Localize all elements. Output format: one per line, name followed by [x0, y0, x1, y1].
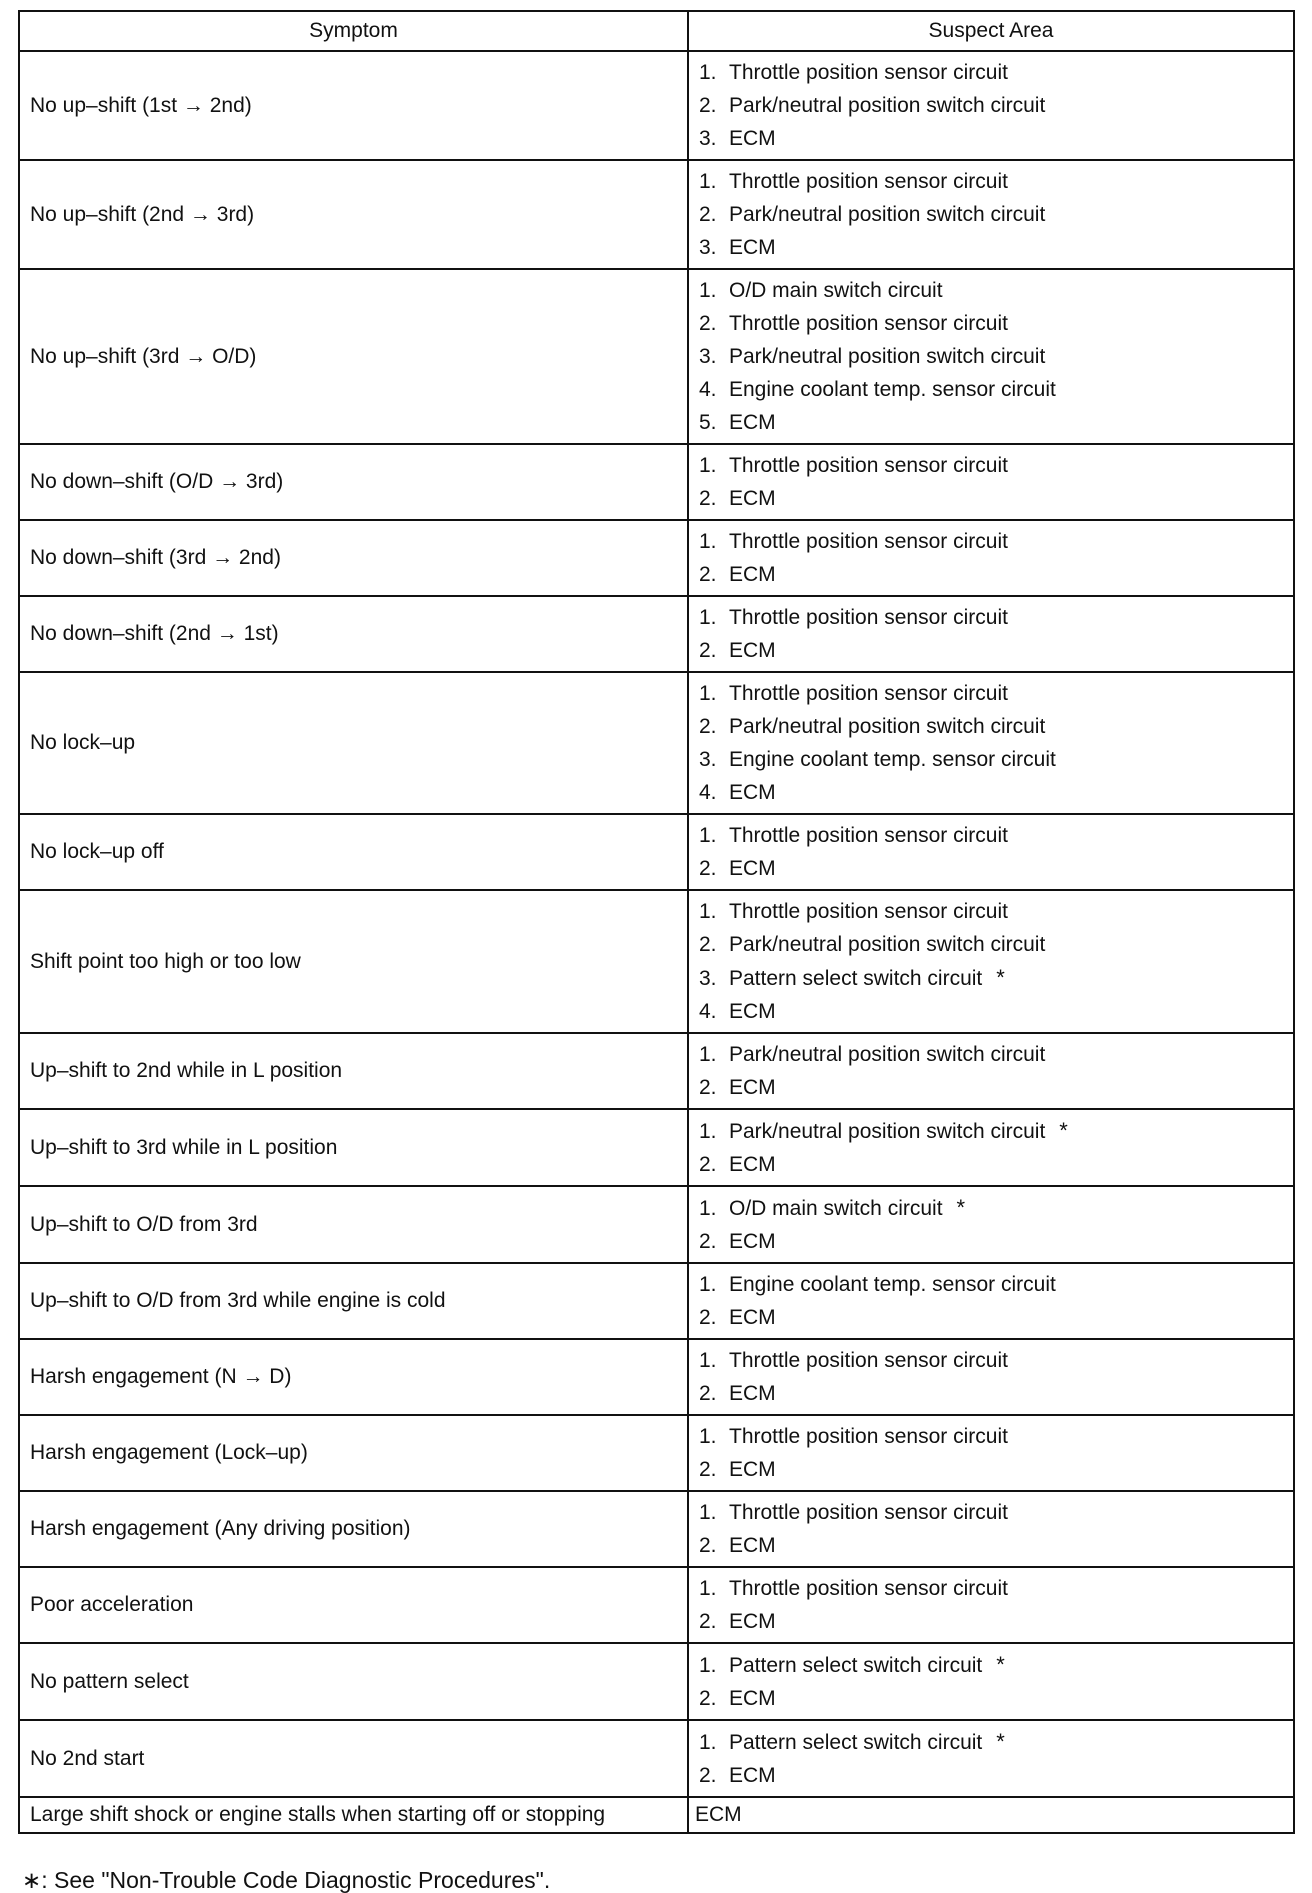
item-text: ECM — [729, 857, 776, 880]
suspect-item — [699, 1453, 1293, 1486]
suspect-item — [699, 1114, 1293, 1148]
item-text: Engine coolant temp. sensor circuit — [729, 1273, 1056, 1296]
item-number: 1. — [699, 824, 717, 847]
item-number: 2. — [699, 563, 717, 586]
item-text: Pattern select switch circuit — [729, 1654, 983, 1677]
item-number: 1. — [699, 1731, 717, 1754]
table-row — [19, 672, 1294, 814]
item-text: Throttle position sensor circuit — [729, 1349, 1008, 1372]
table-row — [19, 269, 1294, 444]
item-text: ECM — [729, 1230, 776, 1253]
symptom-cell: No lock–up — [19, 672, 688, 814]
suspect-area-cell — [688, 51, 1294, 160]
asterisk-marker: * — [1059, 1118, 1068, 1143]
suspect-item — [699, 852, 1293, 885]
item-number: 2. — [699, 1764, 717, 1787]
table-row — [19, 1797, 1294, 1833]
asterisk-marker: * — [996, 1729, 1005, 1754]
suspect-item — [699, 1038, 1293, 1071]
item-number: 1. — [699, 170, 717, 193]
suspect-item — [699, 198, 1293, 231]
item-text: ECM — [729, 1382, 776, 1405]
suspect-item — [699, 1759, 1293, 1792]
item-number: 2. — [699, 203, 717, 226]
item-text: Throttle position sensor circuit — [729, 1577, 1008, 1600]
item-number: 2. — [699, 639, 717, 662]
symptom-cell: Up–shift to O/D from 3rd — [19, 1186, 688, 1263]
item-number: 2. — [699, 94, 717, 117]
item-text: Park/neutral position switch circuit — [729, 345, 1046, 368]
suspect-item — [699, 1071, 1293, 1104]
suspect-item — [699, 56, 1293, 89]
symptom-cell: Harsh engagement (N → D) — [19, 1339, 688, 1415]
suspect-item — [695, 1800, 1293, 1830]
suspect-area-cell — [688, 596, 1294, 672]
item-number: 4. — [699, 378, 717, 401]
item-text: ECM — [729, 1687, 776, 1710]
table-row — [19, 890, 1294, 1033]
suspect-item — [699, 307, 1293, 340]
item-number: 2. — [699, 1382, 717, 1405]
suspect-item — [699, 1225, 1293, 1258]
suspect-item — [699, 1529, 1293, 1562]
suspect-area-cell — [688, 672, 1294, 814]
item-number: 2. — [699, 1458, 717, 1481]
symptom-cell: No up–shift (1st → 2nd) — [19, 51, 688, 160]
item-text: Park/neutral position switch circuit — [729, 1120, 1046, 1143]
suspect-item — [699, 819, 1293, 852]
symptom-column-header: Symptom — [19, 11, 688, 51]
suspect-area-cell — [688, 1186, 1294, 1263]
item-text: ECM — [729, 781, 776, 804]
item-text: ECM — [729, 411, 776, 434]
suspect-item — [699, 482, 1293, 515]
item-number: 1. — [699, 1273, 717, 1296]
item-number: 4. — [699, 781, 717, 804]
item-text: Park/neutral position switch circuit — [729, 203, 1046, 226]
item-number: 4. — [699, 1000, 717, 1023]
item-number: 2. — [699, 1687, 717, 1710]
suspect-item — [699, 677, 1293, 710]
item-text: ECM — [729, 1000, 776, 1023]
suspect-area-cell — [688, 814, 1294, 890]
asterisk-marker: * — [996, 965, 1005, 990]
table-row — [19, 1567, 1294, 1643]
suspect-area-cell — [688, 1339, 1294, 1415]
item-text: O/D main switch circuit — [729, 1197, 943, 1220]
suspect-item — [699, 1301, 1293, 1334]
symptom-cell: No 2nd start — [19, 1720, 688, 1797]
item-text: Throttle position sensor circuit — [729, 900, 1008, 923]
item-text: ECM — [729, 1610, 776, 1633]
item-number: 2. — [699, 933, 717, 956]
suspect-item — [699, 995, 1293, 1028]
suspect-area-cell — [688, 1109, 1294, 1186]
item-text: Throttle position sensor circuit — [729, 170, 1008, 193]
suspect-item — [699, 373, 1293, 406]
item-text: ECM — [695, 1803, 742, 1826]
suspect-area-cell — [688, 160, 1294, 269]
item-text: Throttle position sensor circuit — [729, 824, 1008, 847]
item-text: ECM — [729, 1153, 776, 1176]
symptom-cell: Harsh engagement (Any driving position) — [19, 1491, 688, 1567]
item-number: 3. — [699, 345, 717, 368]
item-number: 1. — [699, 1501, 717, 1524]
item-text: ECM — [729, 563, 776, 586]
suspect-item — [699, 710, 1293, 743]
item-number: 2. — [699, 487, 717, 510]
symptom-cell: No down–shift (2nd → 1st) — [19, 596, 688, 672]
suspect-area-cell — [688, 1263, 1294, 1339]
suspect-item — [699, 406, 1293, 439]
item-text: ECM — [729, 1534, 776, 1557]
diagnostic-table — [18, 10, 1295, 1834]
item-number: 3. — [699, 236, 717, 259]
symptom-cell: Large shift shock or engine stalls when starting off or stopping — [19, 1797, 688, 1833]
item-number: 1. — [699, 1043, 717, 1066]
table-row — [19, 1415, 1294, 1491]
suspect-item — [699, 776, 1293, 809]
item-text: Throttle position sensor circuit — [729, 606, 1008, 629]
suspect-item — [699, 1682, 1293, 1715]
item-number: 1. — [699, 530, 717, 553]
item-number: 1. — [699, 606, 717, 629]
table-row — [19, 814, 1294, 890]
suspect-area-cell — [688, 269, 1294, 444]
item-number: 2. — [699, 1610, 717, 1633]
suspect-item — [699, 274, 1293, 307]
item-number: 1. — [699, 1120, 717, 1143]
suspect-area-cell — [688, 890, 1294, 1033]
suspect-item — [699, 743, 1293, 776]
symptom-cell: No up–shift (3rd → O/D) — [19, 269, 688, 444]
suspect-area-cell — [688, 1567, 1294, 1643]
item-number: 2. — [699, 1534, 717, 1557]
item-number: 2. — [699, 1230, 717, 1253]
item-number: 1. — [699, 1349, 717, 1372]
item-number: 3. — [699, 127, 717, 150]
suspect-item — [699, 340, 1293, 373]
table-row — [19, 1109, 1294, 1186]
table-row — [19, 520, 1294, 596]
item-text: Park/neutral position switch circuit — [729, 94, 1046, 117]
item-text: ECM — [729, 1076, 776, 1099]
item-number: 1. — [699, 61, 717, 84]
footnote: ∗: See "Non-Trouble Code Diagnostic Procedures". — [22, 1867, 551, 1893]
suspect-item — [699, 1377, 1293, 1410]
item-number: 2. — [699, 312, 717, 335]
suspect-item — [699, 558, 1293, 591]
asterisk-marker: * — [996, 1652, 1005, 1677]
suspect-item — [699, 1191, 1293, 1225]
suspect-item — [699, 1725, 1293, 1759]
table-row — [19, 1263, 1294, 1339]
item-number: 2. — [699, 715, 717, 738]
item-number: 5. — [699, 411, 717, 434]
suspect-item — [699, 525, 1293, 558]
item-number: 3. — [699, 748, 717, 771]
item-text: Throttle position sensor circuit — [729, 454, 1008, 477]
symptom-cell: No pattern select — [19, 1643, 688, 1720]
table-row — [19, 1720, 1294, 1797]
item-number: 2. — [699, 1076, 717, 1099]
suspect-item — [699, 961, 1293, 995]
item-text: ECM — [729, 127, 776, 150]
item-text: ECM — [729, 1764, 776, 1787]
item-number: 3. — [699, 967, 717, 990]
item-text: Pattern select switch circuit — [729, 1731, 983, 1754]
item-number: 1. — [699, 900, 717, 923]
symptom-cell: Poor acceleration — [19, 1567, 688, 1643]
suspect-area-column-header: Suspect Area — [688, 11, 1294, 51]
suspect-area-cell — [688, 1033, 1294, 1109]
symptom-cell: No down–shift (O/D → 3rd) — [19, 444, 688, 520]
item-text: ECM — [729, 639, 776, 662]
suspect-item — [699, 231, 1293, 264]
asterisk-marker: * — [956, 1195, 966, 1220]
item-number: 1. — [699, 1577, 717, 1600]
item-text: Park/neutral position switch circuit — [729, 715, 1046, 738]
symptom-cell: Harsh engagement (Lock–up) — [19, 1415, 688, 1491]
table-row — [19, 51, 1294, 160]
item-text: ECM — [729, 1458, 776, 1481]
suspect-item — [699, 1344, 1293, 1377]
suspect-item — [699, 1148, 1293, 1181]
suspect-item — [699, 895, 1293, 928]
suspect-item — [699, 1605, 1293, 1638]
suspect-item — [699, 1420, 1293, 1453]
item-text: Park/neutral position switch circuit — [729, 1043, 1046, 1066]
suspect-area-cell — [688, 444, 1294, 520]
item-text: ECM — [729, 1306, 776, 1329]
suspect-item — [699, 1496, 1293, 1529]
suspect-item — [699, 1572, 1293, 1605]
item-text: Throttle position sensor circuit — [729, 682, 1008, 705]
suspect-item — [699, 165, 1293, 198]
item-text: Engine coolant temp. sensor circuit — [729, 378, 1056, 401]
suspect-area-cell — [688, 1643, 1294, 1720]
item-text: Engine coolant temp. sensor circuit — [729, 748, 1056, 771]
symptom-cell: Up–shift to O/D from 3rd while engine is cold — [19, 1263, 688, 1339]
symptom-cell: No down–shift (3rd → 2nd) — [19, 520, 688, 596]
document-page — [18, 10, 1293, 1834]
symptom-cell: Shift point too high or too low — [19, 890, 688, 1033]
item-text: O/D main switch circuit — [729, 279, 943, 302]
item-number: 1. — [699, 454, 717, 477]
symptom-cell: No up–shift (2nd → 3rd) — [19, 160, 688, 269]
item-text: Throttle position sensor circuit — [729, 312, 1008, 335]
item-number: 1. — [699, 682, 717, 705]
item-number: 1. — [699, 1425, 717, 1448]
item-number: 2. — [699, 857, 717, 880]
suspect-item — [699, 928, 1293, 961]
table-row — [19, 1643, 1294, 1720]
table-row — [19, 160, 1294, 269]
item-text: ECM — [729, 236, 776, 259]
suspect-item — [699, 122, 1293, 155]
suspect-area-cell — [688, 1491, 1294, 1567]
item-number: 1. — [699, 1654, 717, 1677]
suspect-item — [699, 89, 1293, 122]
suspect-area-cell — [688, 1415, 1294, 1491]
item-number: 2. — [699, 1306, 717, 1329]
item-text: ECM — [729, 487, 776, 510]
item-text: Throttle position sensor circuit — [729, 1425, 1008, 1448]
item-text: Throttle position sensor circuit — [729, 1501, 1008, 1524]
suspect-item — [699, 449, 1293, 482]
table-row — [19, 444, 1294, 520]
item-text: Park/neutral position switch circuit — [729, 933, 1046, 956]
suspect-item — [699, 1648, 1293, 1682]
symptom-cell: No lock–up off — [19, 814, 688, 890]
item-text: Throttle position sensor circuit — [729, 61, 1008, 84]
table-row — [19, 1186, 1294, 1263]
symptom-cell: Up–shift to 3rd while in L position — [19, 1109, 688, 1186]
item-text: Throttle position sensor circuit — [729, 530, 1008, 553]
suspect-item — [699, 1268, 1293, 1301]
suspect-item — [699, 601, 1293, 634]
item-number: 1. — [699, 279, 717, 302]
item-text: Pattern select switch circuit — [729, 967, 983, 990]
suspect-area-cell — [688, 1797, 1294, 1833]
suspect-area-cell — [688, 520, 1294, 596]
item-number: 1. — [699, 1197, 717, 1220]
symptom-cell: Up–shift to 2nd while in L position — [19, 1033, 688, 1109]
table-row — [19, 1033, 1294, 1109]
table-row — [19, 596, 1294, 672]
suspect-area-cell — [688, 1720, 1294, 1797]
table-header-row — [19, 11, 1294, 51]
item-number: 2. — [699, 1153, 717, 1176]
table-row — [19, 1339, 1294, 1415]
suspect-item — [699, 634, 1293, 667]
table-row — [19, 1491, 1294, 1567]
